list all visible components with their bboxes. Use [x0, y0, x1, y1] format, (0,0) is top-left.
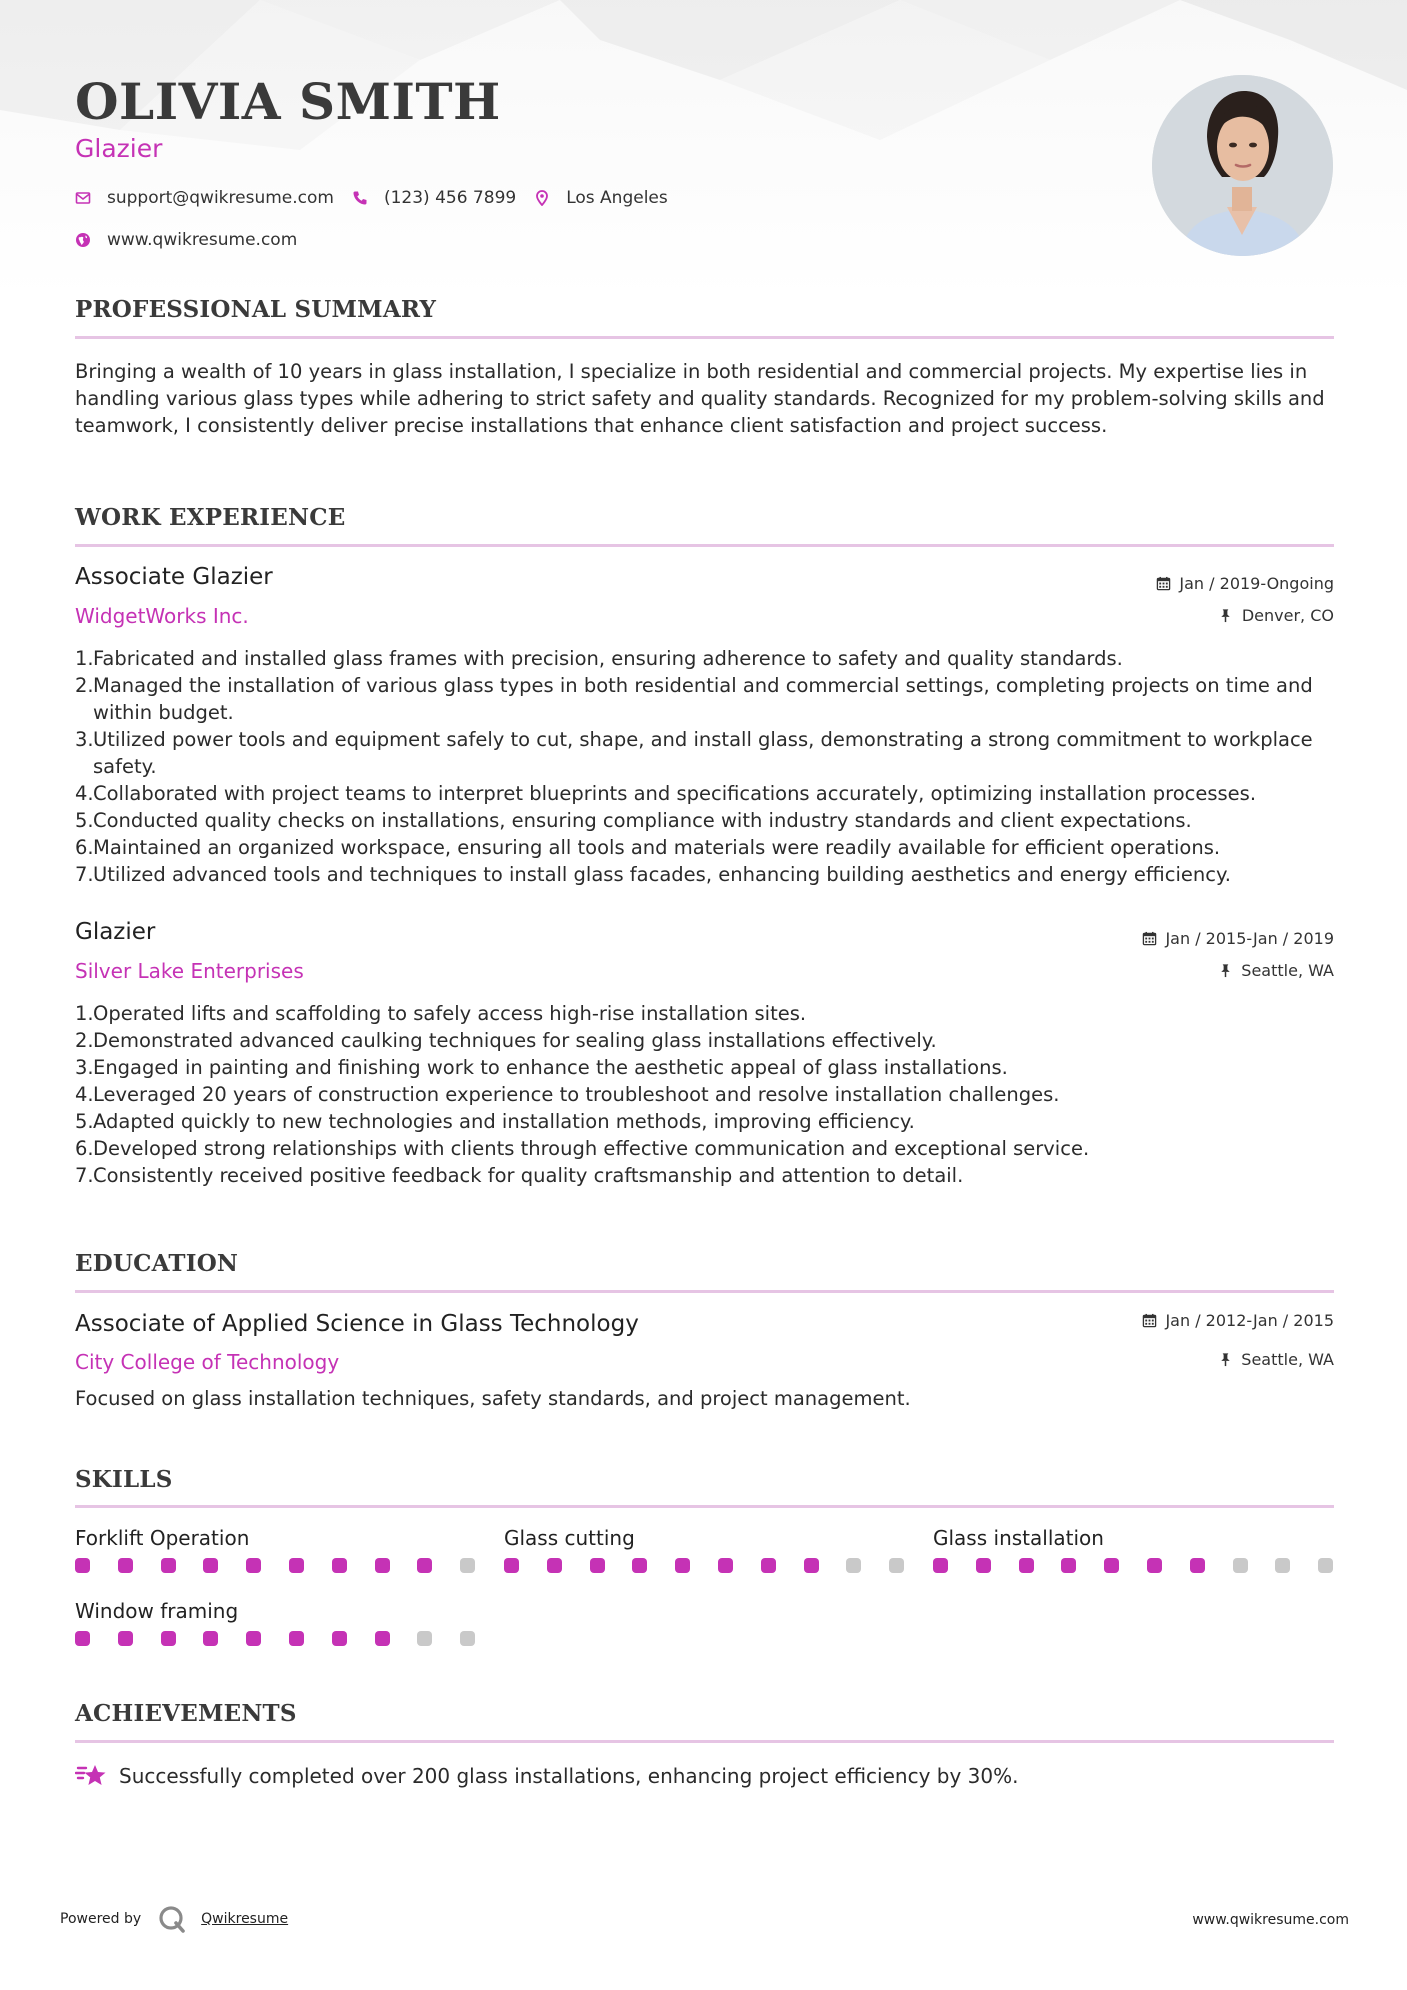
skill-dot-filled: [332, 1558, 347, 1573]
skill-dot-filled: [976, 1558, 991, 1573]
location-text: Los Angeles: [566, 188, 668, 208]
job-date-text: Jan / 2015-Jan / 2019: [1165, 929, 1334, 948]
phone-text: (123) 456 7899: [383, 188, 517, 208]
summary-text: Bringing a wealth of 10 years in glass installation, I specialize in both residential and commercial projects. My expertise lies in handling various glass types while adhering to strict safety and quality standards. Recognized for my problem-solving skills and teamwork, I consistently deliver precise installations that enhance client satisfaction and project success.: [75, 360, 1325, 437]
skill-dot-filled: [332, 1631, 347, 1646]
contact-email[interactable]: [75, 188, 334, 208]
degree-title: Associate of Applied Science in Glass Technology: [75, 1311, 639, 1337]
skills-heading: SKILLS: [75, 1466, 173, 1493]
skill-dot-filled: [1104, 1558, 1119, 1573]
achievement-item: [75, 1762, 1018, 1790]
skill-dot-filled: [75, 1631, 90, 1646]
skill-dot-filled: [761, 1558, 776, 1573]
skill-dot-filled: [718, 1558, 733, 1573]
education-date: [1141, 1311, 1334, 1330]
skill-dot-filled: [547, 1558, 562, 1573]
calendar-icon: [1155, 576, 1171, 592]
skill-dot-filled: [933, 1558, 948, 1573]
skill-dot-filled: [161, 1631, 176, 1646]
profile-photo: [1152, 75, 1333, 256]
skill-item: [504, 1526, 932, 1573]
candidate-role: Glazier: [75, 134, 163, 163]
education-date-text: Jan / 2012-Jan / 2015: [1165, 1311, 1334, 1330]
job-bullets: [75, 1000, 1334, 1189]
footer-url-link[interactable]: www.qwikresume.com: [1192, 1912, 1349, 1928]
job-location: [1218, 606, 1334, 625]
skill-item: [75, 1599, 503, 1646]
job-location-text: Seattle, WA: [1241, 961, 1334, 980]
contact-row-website: [75, 230, 315, 250]
job-location-text: Denver, CO: [1241, 606, 1334, 625]
skill-dot-empty: [1275, 1558, 1290, 1573]
experience-heading: WORK EXPERIENCE: [75, 504, 346, 531]
skill-rating: [75, 1631, 503, 1646]
achievement-text: Successfully completed over 200 glass installations, enhancing project efficiency by 30%.: [119, 1764, 1019, 1788]
qwikresume-logo-icon: [157, 1904, 187, 1934]
education-location-text: Seattle, WA: [1241, 1350, 1334, 1369]
list-item: 4. Collaborated with project teams to interpret blueprints and specifications accurately, optimizing installation processes.: [75, 782, 1257, 805]
skill-dot-filled: [1019, 1558, 1034, 1573]
globe-icon: [75, 232, 91, 248]
skills-divider: [75, 1505, 1334, 1508]
skill-dot-filled: [504, 1558, 519, 1573]
skill-name: Glass installation: [933, 1526, 1104, 1550]
job-date-text: Jan / 2019-Ongoing: [1179, 574, 1334, 593]
skill-dot-filled: [289, 1631, 304, 1646]
skill-dot-filled: [417, 1558, 432, 1573]
qwikresume-link[interactable]: Qwikresume: [201, 1911, 289, 1927]
skill-dot-filled: [590, 1558, 605, 1573]
job-location: [1217, 961, 1334, 980]
list-item: 7. Consistently received positive feedback for quality craftsmanship and attention to detail.: [75, 1164, 964, 1187]
skill-dot-filled: [632, 1558, 647, 1573]
company-name: Silver Lake Enterprises: [75, 959, 304, 983]
skill-dot-filled: [1190, 1558, 1205, 1573]
list-item: 3. Engaged in painting and finishing work to enhance the aesthetic appeal of glass installations.: [75, 1056, 1008, 1079]
skill-rating: [504, 1558, 932, 1573]
skill-dot-filled: [161, 1558, 176, 1573]
skill-dot-filled: [289, 1558, 304, 1573]
skill-dot-empty: [1318, 1558, 1333, 1573]
pushpin-icon: [1217, 963, 1233, 979]
school-name: City College of Technology: [75, 1350, 340, 1374]
skill-dot-filled: [375, 1631, 390, 1646]
skill-dot-filled: [246, 1631, 261, 1646]
skill-name: Forklift Operation: [75, 1526, 250, 1550]
education-divider: [75, 1290, 1334, 1293]
list-item: 6. Maintained an organized workspace, ensuring all tools and materials were readily available for efficient operations.: [75, 836, 1221, 859]
skill-rating: [75, 1558, 503, 1573]
envelope-icon: [75, 190, 91, 206]
achievements-heading: ACHIEVEMENTS: [75, 1700, 297, 1727]
contact-website[interactable]: [75, 230, 297, 250]
pushpin-icon: [1218, 608, 1234, 624]
calendar-icon: [1141, 1313, 1157, 1329]
skill-dot-filled: [375, 1558, 390, 1573]
map-pin-icon: [534, 190, 550, 206]
candidate-name: OLIVIA SMITH: [75, 72, 501, 131]
pushpin-icon: [1217, 1352, 1233, 1368]
skill-dot-empty: [1233, 1558, 1248, 1573]
skill-dot-filled: [203, 1558, 218, 1573]
job-title: Glazier: [75, 919, 156, 945]
skill-dot-filled: [246, 1558, 261, 1573]
list-item: 3. Utilized power tools and equipment safely to cut, shape, and install glass, demonstrating a strong commitment to workplace safety.: [75, 728, 1313, 778]
list-item: 1. Fabricated and installed glass frames with precision, ensuring adherence to safety and quality standards.: [75, 647, 1123, 670]
skill-item: [933, 1526, 1361, 1573]
powered-by: [60, 1904, 288, 1934]
star-award-icon: [75, 1762, 107, 1790]
job-bullets: [75, 645, 1334, 888]
skill-dot-empty: [846, 1558, 861, 1573]
list-item: 5. Adapted quickly to new technologies and installation methods, improving efficiency.: [75, 1110, 915, 1133]
job-date: [1155, 574, 1334, 593]
skill-dot-filled: [203, 1631, 218, 1646]
education-location: [1217, 1350, 1334, 1369]
skill-item: [75, 1526, 503, 1573]
skill-dot-empty: [460, 1631, 475, 1646]
contact-location: [534, 188, 668, 208]
phone-icon: [352, 190, 368, 206]
skill-dot-empty: [460, 1558, 475, 1573]
skill-name: Glass cutting: [504, 1526, 635, 1550]
calendar-icon: [1141, 931, 1157, 947]
website-text: www.qwikresume.com: [107, 230, 298, 250]
education-heading: EDUCATION: [75, 1250, 239, 1277]
experience-divider: [75, 544, 1334, 547]
skill-dot-filled: [804, 1558, 819, 1573]
job-title: Associate Glazier: [75, 564, 273, 590]
list-item: 5. Conducted quality checks on installations, ensuring compliance with industry standards and client expectations.: [75, 809, 1192, 832]
summary-divider: [75, 336, 1334, 339]
list-item: 1. Operated lifts and scaffolding to safely access high-rise installation sites.: [75, 1002, 807, 1025]
skill-name: Window framing: [75, 1599, 239, 1623]
skill-dot-filled: [1147, 1558, 1162, 1573]
list-item: 2. Demonstrated advanced caulking techniques for sealing glass installations effectively.: [75, 1029, 937, 1052]
powered-by-label: Powered by: [60, 1911, 142, 1927]
job-date: [1141, 929, 1334, 948]
skill-dot-filled: [118, 1558, 133, 1573]
achievements-divider: [75, 1740, 1334, 1743]
skill-dot-filled: [118, 1631, 133, 1646]
footer: [0, 1900, 1407, 1940]
summary-heading: PROFESSIONAL SUMMARY: [75, 296, 437, 323]
contact-row: [75, 188, 686, 208]
list-item: 2. Managed the installation of various glass types in both residential and commercial settings, completing projects on time and within budget.: [75, 674, 1313, 724]
skill-rating: [933, 1558, 1361, 1573]
skill-dot-filled: [75, 1558, 90, 1573]
skill-dot-filled: [675, 1558, 690, 1573]
skill-dot-empty: [417, 1631, 432, 1646]
email-text: support@qwikresume.com: [107, 188, 334, 208]
list-item: 4. Leveraged 20 years of construction experience to troubleshoot and resolve installation challenges.: [75, 1083, 1060, 1106]
list-item: 6. Developed strong relationships with clients through effective communication and exceptional service.: [75, 1137, 1090, 1160]
list-item: 7. Utilized advanced tools and techniques to install glass facades, enhancing building aesthetics and energy efficiency.: [75, 863, 1231, 886]
skill-dot-filled: [1061, 1558, 1076, 1573]
skill-dot-empty: [889, 1558, 904, 1573]
education-description: Focused on glass installation techniques, safety standards, and project management.: [75, 1387, 911, 1410]
company-name: WidgetWorks Inc.: [75, 604, 249, 628]
contact-phone[interactable]: [352, 188, 516, 208]
